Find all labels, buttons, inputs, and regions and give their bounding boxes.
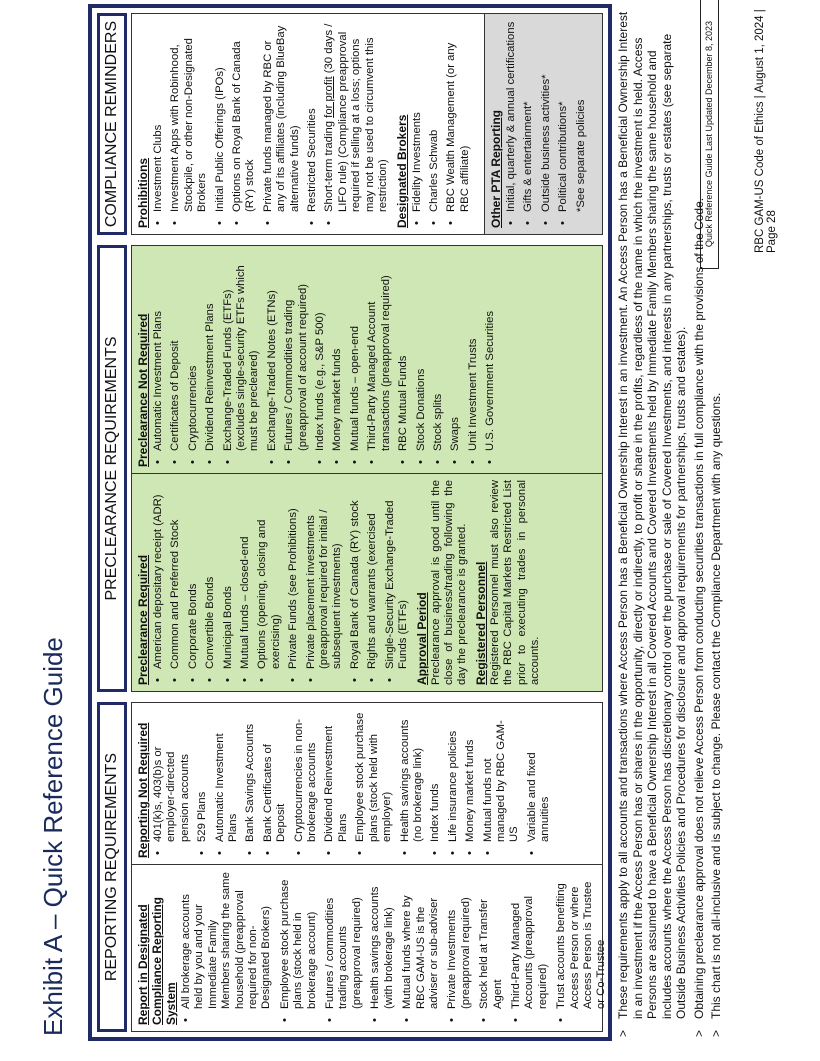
list-item: • Mutual funds not managed by RBC GAM-US (482, 709, 522, 858)
list-item: • Index funds (429, 709, 442, 858)
list-item: • Options (opening, closing and exercising) (256, 480, 283, 685)
reporting-not-required-heading: Reporting Not Required (136, 722, 150, 858)
list-item: • Health savings accounts (no brokerage link) (399, 709, 426, 858)
list-item: • Certificates of Deposit (169, 252, 182, 467)
list-item: • Common and Preferred Stock (169, 480, 182, 685)
list-item: • Bank Certificates of Deposit (262, 709, 289, 858)
list-item: • Options on Royal Bank of Canada (RY) stock (231, 20, 258, 228)
list-item: • RBC Mutual Funds (397, 252, 410, 467)
preclearance-required-list (152, 480, 411, 685)
reporting-body (131, 702, 608, 1032)
list-item: • Swaps (449, 252, 462, 467)
list-item: • Index funds (e.g., S&P 500) (314, 252, 327, 467)
list-item: • Private placement investments (preapproval required for initial / subsequent investments) (305, 480, 345, 685)
other-pta-section (484, 14, 602, 234)
other-pta-heading: Other PTA Reporting (489, 110, 503, 228)
reporting-not-required-section (132, 703, 602, 865)
list-item: • Investment Clubs (152, 20, 165, 228)
list-item: • Automatic Investment Plans (214, 709, 241, 858)
footnote (616, 11, 689, 1041)
list-item: • Third-Party Managed Accounts (preapproval required) (510, 871, 550, 1025)
approval-period-heading: Approval Period (414, 592, 429, 685)
list-item: • Stock splits (432, 252, 445, 467)
see-separate-policies-note: *See separate policies (574, 99, 587, 212)
prohibitions-list (152, 20, 391, 228)
preclearance-not-required-section (132, 246, 602, 474)
preclearance-body (131, 245, 603, 692)
preclearance-not-required-list (152, 252, 498, 467)
list-item: • Corporate Bonds (187, 480, 200, 685)
reporting-header: REPORTING REQUIREMENTS (97, 702, 127, 1032)
list-item: • Automatic Investment Plans (152, 252, 165, 467)
reporting-column (92, 697, 608, 1037)
list-item: • Exchange-Traded Funds (ETFs) (excludes single-security ETFs which must be precleared) (222, 252, 262, 467)
list-item: • Restricted Securities (306, 20, 319, 228)
footnote (709, 11, 724, 1041)
footnote-text: This chart is not all-inclusive and is subject to change. Please contact the Compliance Department with any questions. (709, 392, 723, 1019)
list-item: • Futures / commodities trading accounts (preapproval required) (324, 871, 364, 1025)
list-item: • Variable and fixed annuities (526, 709, 553, 858)
page-title: Exhibit A – Quick Reference Guide (38, 637, 68, 1036)
list-item: • Mutual funds where by RBC GAM-US is the adviser or sub-adviser (401, 871, 441, 1025)
list-item: • Futures / Commodities trading (preapproval of account required) (283, 252, 310, 467)
footnote-text: Obtaining preclearance approval does not relieve Access Person from conducting securities transactions in full compliance with the provisions of the Code. (691, 197, 706, 1019)
registered-personnel-text: Registered Personnel must also review the RBC Capital Markets Restricted List prior to executing trades in personal accounts. (488, 480, 541, 685)
other-pta-list (505, 20, 571, 228)
list-item: • Trust accounts benefiting Access Person or where Access Person is Trustee or Co-Trustee (555, 871, 609, 1025)
list-item: • Initial, quarterly & annual certifications (505, 20, 518, 228)
footnote-text: These requirements apply to all accounts and transactions where Access Person has a Beneficial Ownership Interest in an investment. An Access Person has a Beneficial Ownership Interest in an investment if the Access Person has or shares in the opportunity, directly or indirectly, to profit or share in the profits, regardless of the name in which the investment is held. Access Persons are assumed to have a Beneficial Ownership Interest in all Covered Accounts and Covered Investments held by Immediate Family Members sharing the same household and includes accounts where the Access Person has discretionary control over the purchase or sale of Covered Investments, and interests in any partnerships, trusts or estates (see separate Outside Business Activities Policies and Procedures for disclosure and approval requirements for partnerships, trusts and estates). (616, 11, 688, 1019)
footnote (692, 11, 707, 1041)
list-item: • Mutual funds – closed-end (239, 480, 252, 685)
list-item: • 401(k)s, 403(b)s or employer-directed pension accounts (152, 709, 192, 858)
short-term-trading-item (323, 20, 390, 228)
footnote-marker: > (709, 1029, 723, 1037)
list-item: • Gifts & entertainment* (522, 20, 535, 228)
list-item: • Royal Bank of Canada (RY) stock (349, 480, 362, 685)
list-item: • Mutual funds – open-end (349, 252, 362, 467)
list-item: • RBC Wealth Management (or any RBC affiliate) (445, 20, 472, 228)
reference-table (88, 4, 612, 1041)
footnote-marker: > (691, 1029, 706, 1037)
list-item: • Cryptocurrencies (187, 252, 200, 467)
list-item: • Rights and warrants (exercised (366, 480, 379, 685)
list-item: • Fidelity Investments (411, 20, 424, 228)
list-item: • Life insurance policies (447, 709, 460, 858)
list-item: • Charles Schwab (428, 20, 441, 228)
designated-list (180, 871, 609, 1025)
list-item: • American depositary receipt (ADR) (152, 480, 165, 685)
page-footer: RBC GAM-US Code of Ethics | August 1, 2024 | Page 28 (754, 9, 778, 253)
list-item: • Private Investments (preapproval required) (446, 871, 473, 1025)
reporting-not-required-list (152, 709, 553, 858)
list-item: • Employee stock purchase plans (stock held with employer) (354, 709, 394, 858)
short-term-pre: Short-term trading (323, 117, 336, 212)
list-item: • Cryptocurrencies in non-brokerage accounts (293, 709, 320, 858)
report-designated-section (132, 865, 608, 1031)
approval-period-text: Preclearance approval is good until the close of business/trading following the day the preclearance is granted. (429, 480, 469, 685)
list-item: • Stock held at Transfer Agent (478, 871, 505, 1025)
list-item: • Single-Security Exchange-Traded Funds (ETFs) (384, 480, 411, 685)
list-item: • Stock Donations (415, 252, 428, 467)
footnote-marker: > (616, 1029, 630, 1037)
last-updated-stamp: Quick Reference Guide Last Updated December 8, 2023 (700, 0, 719, 269)
designated-brokers-heading: Designated Brokers (394, 114, 409, 228)
for-profit-text: for profit (323, 76, 336, 118)
preclearance-required-heading: Preclearance Required (136, 554, 150, 685)
compliance-header: COMPLIANCE REMINDERS (97, 13, 127, 235)
preclearance-required-section (132, 474, 602, 691)
list-item: • 529 Plans (196, 709, 209, 858)
compliance-body (131, 13, 603, 235)
preclearance-not-required-heading: Preclearance Not Required (136, 313, 150, 467)
list-item: • Municipal Bonds (222, 480, 235, 685)
list-item: • Bank Savings Accounts (244, 709, 257, 858)
registered-personnel-heading: Registered Personnel (473, 561, 488, 685)
prohibitions-section (132, 14, 484, 234)
designated-brokers-list (411, 20, 473, 228)
list-item: • Outside business activities* (540, 20, 553, 228)
list-item: • Money market funds (331, 252, 344, 467)
list-item: • Health savings accounts (with brokerage link) (369, 871, 396, 1025)
list-item: • Initial Public Offerings (IPOs) (214, 20, 227, 228)
footnotes (616, 11, 727, 1041)
list-item: • Convertible Bonds (204, 480, 217, 685)
designated-heading-1: Report in Designated (136, 904, 150, 1025)
list-item: • U.S. Government Securities (484, 252, 497, 467)
list-item: • Exchange-Traded Notes (ETNs) (266, 252, 279, 467)
list-item: • Unit Investment Trusts (467, 252, 480, 467)
list-item: • Dividend Reinvestment Plans (204, 252, 217, 467)
list-item: • Political contributions* (557, 20, 570, 228)
list-item: • Investment Apps with Robinhood, Stockpile, or other non-Designated Brokers (169, 20, 209, 228)
list-item: • Money market funds (464, 709, 477, 858)
list-item: • Private funds managed by RBC or any of its affiliates (including BlueBay alternative funds) (262, 20, 302, 228)
list-item: • Third-Party Managed Account transactions (preapproval required) (366, 252, 393, 467)
preclearance-column (92, 240, 608, 697)
compliance-column (92, 8, 608, 240)
list-item: • Private Funds (see Prohibitions) (287, 480, 300, 685)
short-term-post: (30 days / LIFO rule) (Compliance preapproval required if selling at a loss; options may not be used to circumvent this restriction) (323, 23, 390, 212)
preclearance-header: PRECLEARANCE REQUIREMENTS (97, 245, 127, 692)
designated-heading-2: Compliance Reporting System (150, 896, 178, 1025)
list-item: • Dividend Reinvestment Plans (323, 709, 350, 858)
list-item: • All brokerage accounts held by you and your Immediate Family Members sharing the same household (preapproval required for non-Designated Brokers) (180, 871, 274, 1025)
prohibitions-heading: Prohibitions (136, 158, 150, 228)
list-item: • Employee stock purchase plans (stock held in brokerage account) (279, 871, 319, 1025)
